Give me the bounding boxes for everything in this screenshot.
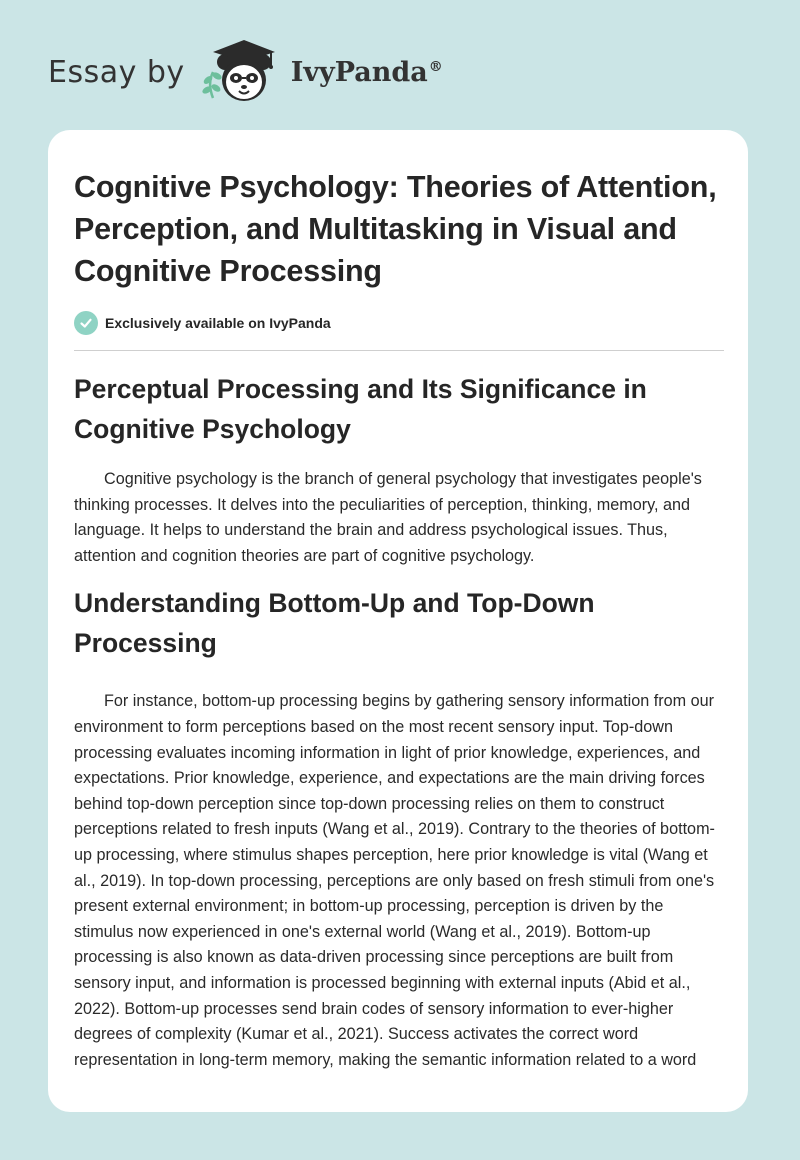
article-card: [48, 130, 748, 1112]
panda-graduate-logo-icon: [199, 36, 285, 108]
article-title: Cognitive Psychology: Theories of Attention, Perception, and Multitasking in Visual and Cognitive Processing: [74, 170, 717, 288]
exclusive-label: Exclusively available on IvyPanda: [105, 315, 331, 331]
brand-name: IvyPanda®: [290, 56, 443, 88]
article-body: [74, 166, 724, 1073]
section-heading: Understanding Bottom-Up and Top-Down Processing: [74, 588, 595, 659]
section-paragraph: For instance, bottom-up processing begins by gathering sensory information from our environment to form perceptions based on the most recent sensory input. Top-down processing evaluates incoming information in light of prior knowledge, experiences, and expectations. Prior knowledge, experience, and expectations are the main driving forces behind top-down perception since top-down processing relies on them to construct perceptions related to fresh inputs (Wang et al., 2019). Contrary to the theories of bottom-up processing, where stimulus shapes perception, here prior knowledge is vital (Wang et al., 2019). In top-down processing, perceptions are only based on fresh stimuli from one's present external environment; in bottom-up processing, perception is driven by the stimulus now experienced in one's external world (Wang et al., 2019). Bottom-up processing is also known as data-driven processing since perceptions are built from sensory input, and information is processed beginning with external inputs (Abid et al., 2022). Bottom-up processes send brain codes of sensory information to ever-higher degrees of complexity (Kumar et al., 2021). Success activates the correct word representation in long-term memory, making the semantic information related to a word: [74, 692, 715, 1069]
essay-by-label: Essay by: [48, 54, 185, 90]
exclusive-badge: [74, 310, 724, 336]
section-heading: Perceptual Processing and Its Significance in Cognitive Psychology: [74, 374, 647, 444]
brand-logo-link[interactable]: [48, 36, 443, 108]
section-paragraph: Cognitive psychology is the branch of general psychology that investigates people's thinking processes. It delves into the peculiarities of perception, thinking, memory, and language. It helps to understand the brain and address psychological issues. Thus, attention and cognition theories are part of cognitive psychology.: [74, 470, 702, 565]
check-circle-icon: [74, 311, 98, 335]
divider: [74, 350, 724, 351]
registered-mark: ®: [428, 58, 443, 75]
site-header: [0, 0, 800, 130]
